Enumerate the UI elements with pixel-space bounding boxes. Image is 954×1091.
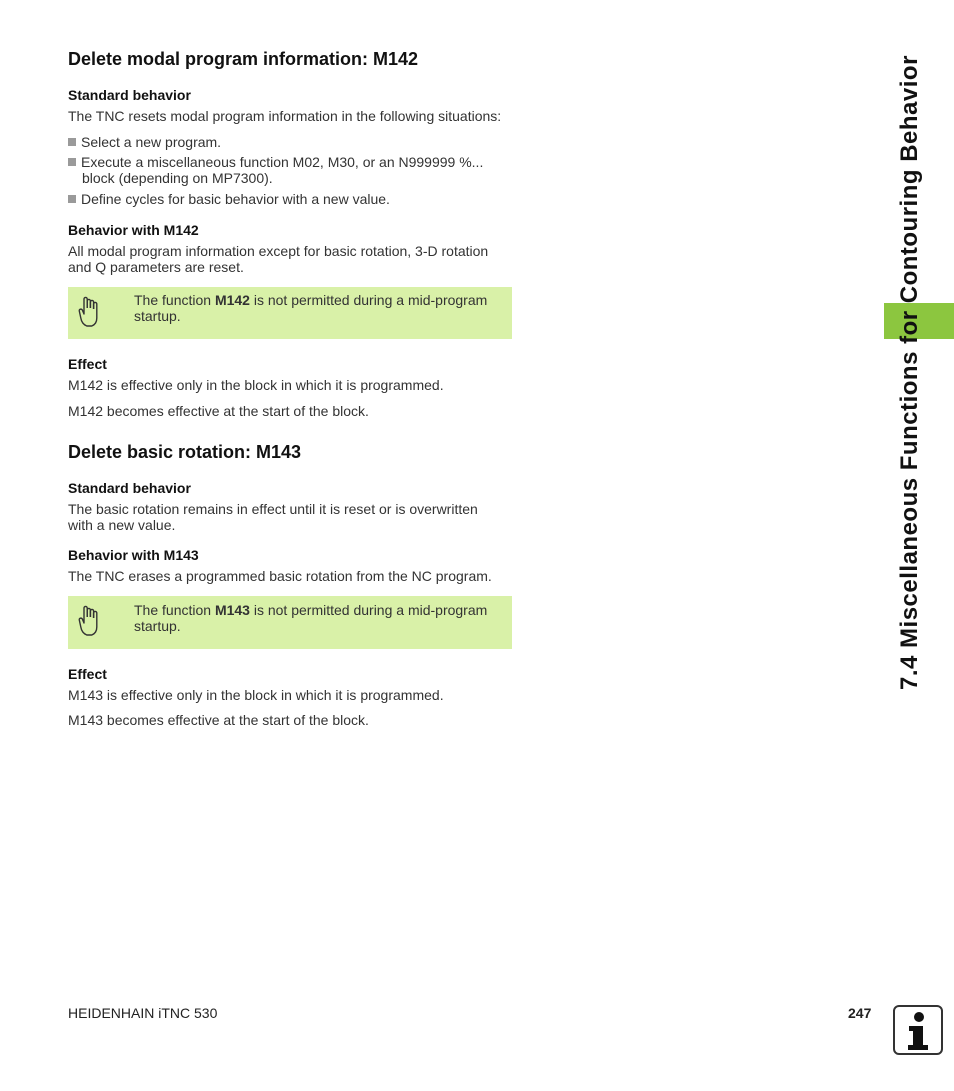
pointing-hand-icon	[78, 605, 102, 639]
bullet-square-icon	[68, 158, 76, 166]
list-item: Execute a miscellaneous function M02, M30, or an N999999 %...	[68, 154, 483, 170]
behavior-with-m143-heading: Behavior with M143	[68, 547, 199, 563]
note-text-line2: startup.	[134, 308, 181, 324]
footer-product-name: HEIDENHAIN iTNC 530	[68, 1005, 218, 1021]
info-icon	[893, 1005, 943, 1055]
note-box-m143	[68, 596, 512, 649]
behavior-with-m142-heading: Behavior with M142	[68, 222, 199, 238]
effect-heading: Effect	[68, 666, 107, 682]
note-box-m142	[68, 287, 512, 339]
effect-line2: M142 becomes effective at the start of the block.	[68, 403, 369, 419]
section-title-m142: Delete modal program information: M142	[68, 49, 419, 69]
list-item: Define cycles for basic behavior with a new value.	[68, 191, 390, 207]
effect-heading: Effect	[68, 356, 107, 372]
behavior-with-m143-text: The TNC erases a programmed basic rotation from the NC program.	[68, 568, 492, 584]
section-title-m143: Delete basic rotation: M143	[68, 442, 302, 462]
effect-line1: M143 is effective only in the block in which it is programmed.	[68, 687, 444, 703]
standard-behavior-line1: The basic rotation remains in effect until it is reset or is overwritten	[68, 501, 478, 517]
list-item-continuation: block (depending on MP7300).	[82, 170, 273, 186]
effect-line2: M143 becomes effective at the start of the block.	[68, 712, 369, 728]
pointing-hand-icon	[78, 296, 102, 330]
bullet-square-icon	[68, 138, 76, 146]
list-item: Select a new program.	[68, 134, 221, 150]
note-text-line2: startup.	[134, 618, 181, 634]
bullet-square-icon	[68, 195, 76, 203]
standard-behavior-intro: The TNC resets modal program information in the following situations:	[68, 108, 502, 124]
function-code: M143	[214, 602, 250, 618]
effect-line1: M142 is effective only in the block in which it is programmed.	[68, 377, 444, 393]
behavior-with-m142-line1: All modal program information except for basic rotation, 3-D rotation	[68, 243, 489, 259]
page-number: 247	[848, 1005, 872, 1021]
behavior-with-m142-line2: and Q parameters are reset.	[68, 259, 244, 275]
standard-behavior-heading: Standard behavior	[68, 480, 191, 496]
info-glyph	[895, 1007, 941, 1053]
chapter-side-title: 7.4 Miscellaneous Functions for Contouring Behavior	[896, 55, 923, 690]
note-text-line1: The function M143 is not permitted during a mid-program	[134, 602, 488, 618]
standard-behavior-heading: Standard behavior	[68, 87, 191, 103]
function-code: M142	[214, 292, 250, 308]
standard-behavior-line2: with a new value.	[68, 517, 176, 533]
note-text-line1: The function M142 is not permitted during a mid-program	[134, 292, 488, 308]
